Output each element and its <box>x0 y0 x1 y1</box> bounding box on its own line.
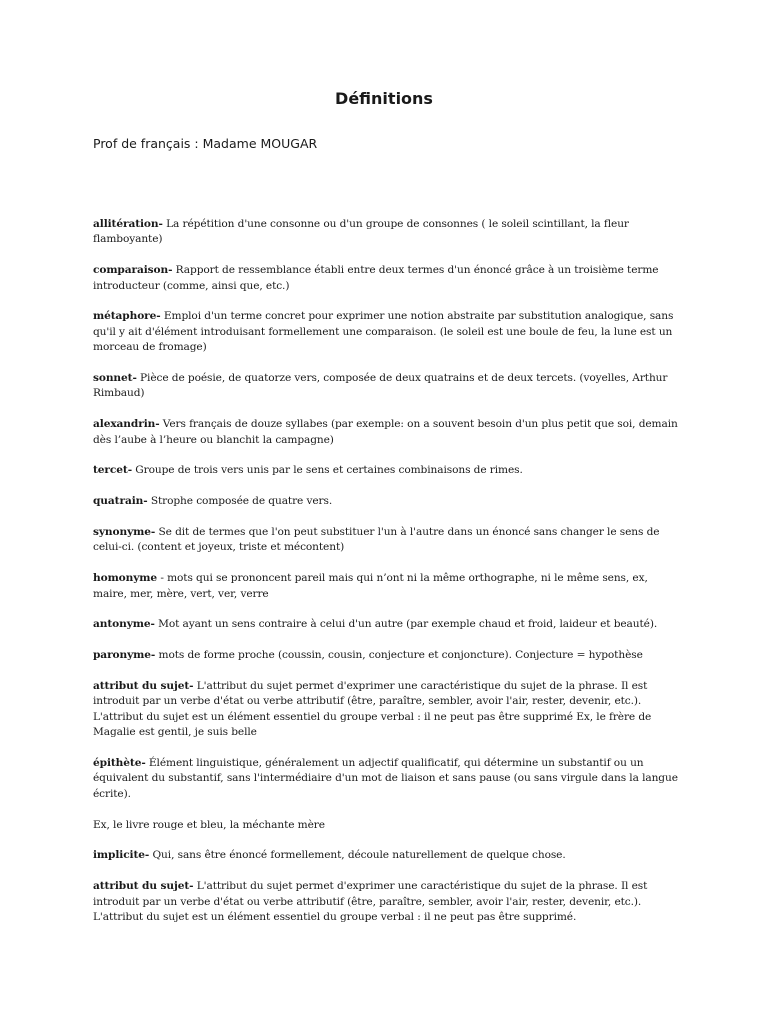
definition-term: antonyme- <box>93 618 155 631</box>
definition-term: tercet- <box>93 464 132 477</box>
definition-term: quatrain- <box>93 495 148 508</box>
definition-term: synonyme- <box>93 526 156 539</box>
definition-entry <box>93 879 683 925</box>
definition-entry <box>93 309 683 355</box>
definition-term: implicite- <box>93 849 150 862</box>
definition-text: Vers français de douze syllabes (par exemple: on a souvent besoin d'un plus petit que soi, demain dès l’aube à l’heure ou blanchit la campagne) <box>93 418 678 446</box>
definition-entry <box>93 417 683 448</box>
definition-example <box>93 818 683 833</box>
definition-entry <box>93 571 683 602</box>
definition-text: Emploi d'un terme concret pour exprimer une notion abstraite par substitution analogique, sans qu'il y ait d'élément introduisant formellement une comparaison. (le soleil est une boule de feu, la lune est un morceau de fromage) <box>93 310 674 354</box>
definition-text: Ex, le livre rouge et bleu, la méchante mère <box>93 818 325 831</box>
definition-text: La répétition d'une consonne ou d'un groupe de consonnes ( le soleil scintillant, la fleur flamboyante) <box>93 218 629 246</box>
definition-text: Strophe composée de quatre vers. <box>147 495 333 508</box>
definition-entry <box>93 217 683 248</box>
definition-text: L'attribut du sujet permet d'exprimer une caractéristique du sujet de la phrase. Il est introduit par un verbe d'état ou verbe attributif (être, paraître, sembler, avoir l'air, rester, devenir, etc.). L'attribut du sujet est un élément essentiel du groupe verbal : il ne peut pas être supprimé. <box>93 880 648 924</box>
definition-entry <box>93 756 683 802</box>
definition-term: comparaison- <box>93 264 173 277</box>
definition-entry <box>93 848 683 863</box>
definition-entry <box>93 679 683 741</box>
definition-term: épithète- <box>93 757 146 770</box>
definition-entry <box>93 463 683 478</box>
definition-text: Mot ayant un sens contraire à celui d'un autre (par exemple chaud et froid, laideur et beauté). <box>154 618 658 631</box>
definition-text: Qui, sans être énoncé formellement, découle naturellement de quelque chose. <box>149 849 566 862</box>
definition-text: mots de forme proche (coussin, cousin, conjecture et conjoncture). Conjecture = hypothèse <box>155 649 643 662</box>
definition-text: L'attribut du sujet permet d'exprimer une caractéristique du sujet de la phrase. Il est introduit par un verbe d'état ou verbe attributif (être, paraître, sembler, avoir l'air, rester, devenir, etc.). L'attribut du sujet est un élément essentiel du groupe verbal : il ne peut pas être supprimé Ex, le frère de Magalie est gentil, je suis belle <box>93 680 652 739</box>
definition-text: Rapport de ressemblance établi entre deux termes d'un énoncé grâce à un troisième terme introducteur (comme, ainsi que, etc.) <box>93 264 659 292</box>
page-subtitle: Prof de français : Madame MOUGAR <box>93 136 318 151</box>
definition-term: attribut du sujet- <box>93 880 194 893</box>
definition-term: attribut du sujet- <box>93 680 194 693</box>
definition-entry <box>93 525 683 556</box>
definition-entry <box>93 648 683 663</box>
definition-entry <box>93 617 683 632</box>
definition-text: Élément linguistique, généralement un adjectif qualificatif, qui détermine un substantif ou un équivalent du substantif, sans l'intermédiaire d'un mot de liaison et sans pause (ou sans virgule dans la langue écrite). <box>93 757 678 800</box>
definition-term: allitération- <box>93 218 163 230</box>
definition-term: métaphore- <box>93 310 161 323</box>
definition-text: - mots qui se prononcent pareil mais qui n’ont ni la même orthographe, ni le même sens, ex, maire, mer, mère, vert, ver, verre <box>93 572 648 600</box>
page-title: Définitions <box>335 89 433 108</box>
definitions-list <box>93 217 683 941</box>
definition-text: Se dit de termes que l'on peut substituer l'un à l'autre dans un énoncé sans changer le sens de celui-ci. (content et joyeux, triste et mécontent) <box>93 526 660 554</box>
definition-term: sonnet- <box>93 372 137 385</box>
definition-term: alexandrin- <box>93 418 160 431</box>
definition-term: homonyme <box>93 572 158 585</box>
definition-text: Groupe de trois vers unis par le sens et certaines combinaisons de rimes. <box>132 464 523 477</box>
definition-entry <box>93 263 683 294</box>
definition-term: paronyme- <box>93 649 156 662</box>
definition-entry <box>93 371 683 402</box>
definition-text: Pièce de poésie, de quatorze vers, composée de deux quatrains et de deux tercets. (voyelles, Arthur Rimbaud) <box>93 372 668 400</box>
definition-entry <box>93 494 683 509</box>
